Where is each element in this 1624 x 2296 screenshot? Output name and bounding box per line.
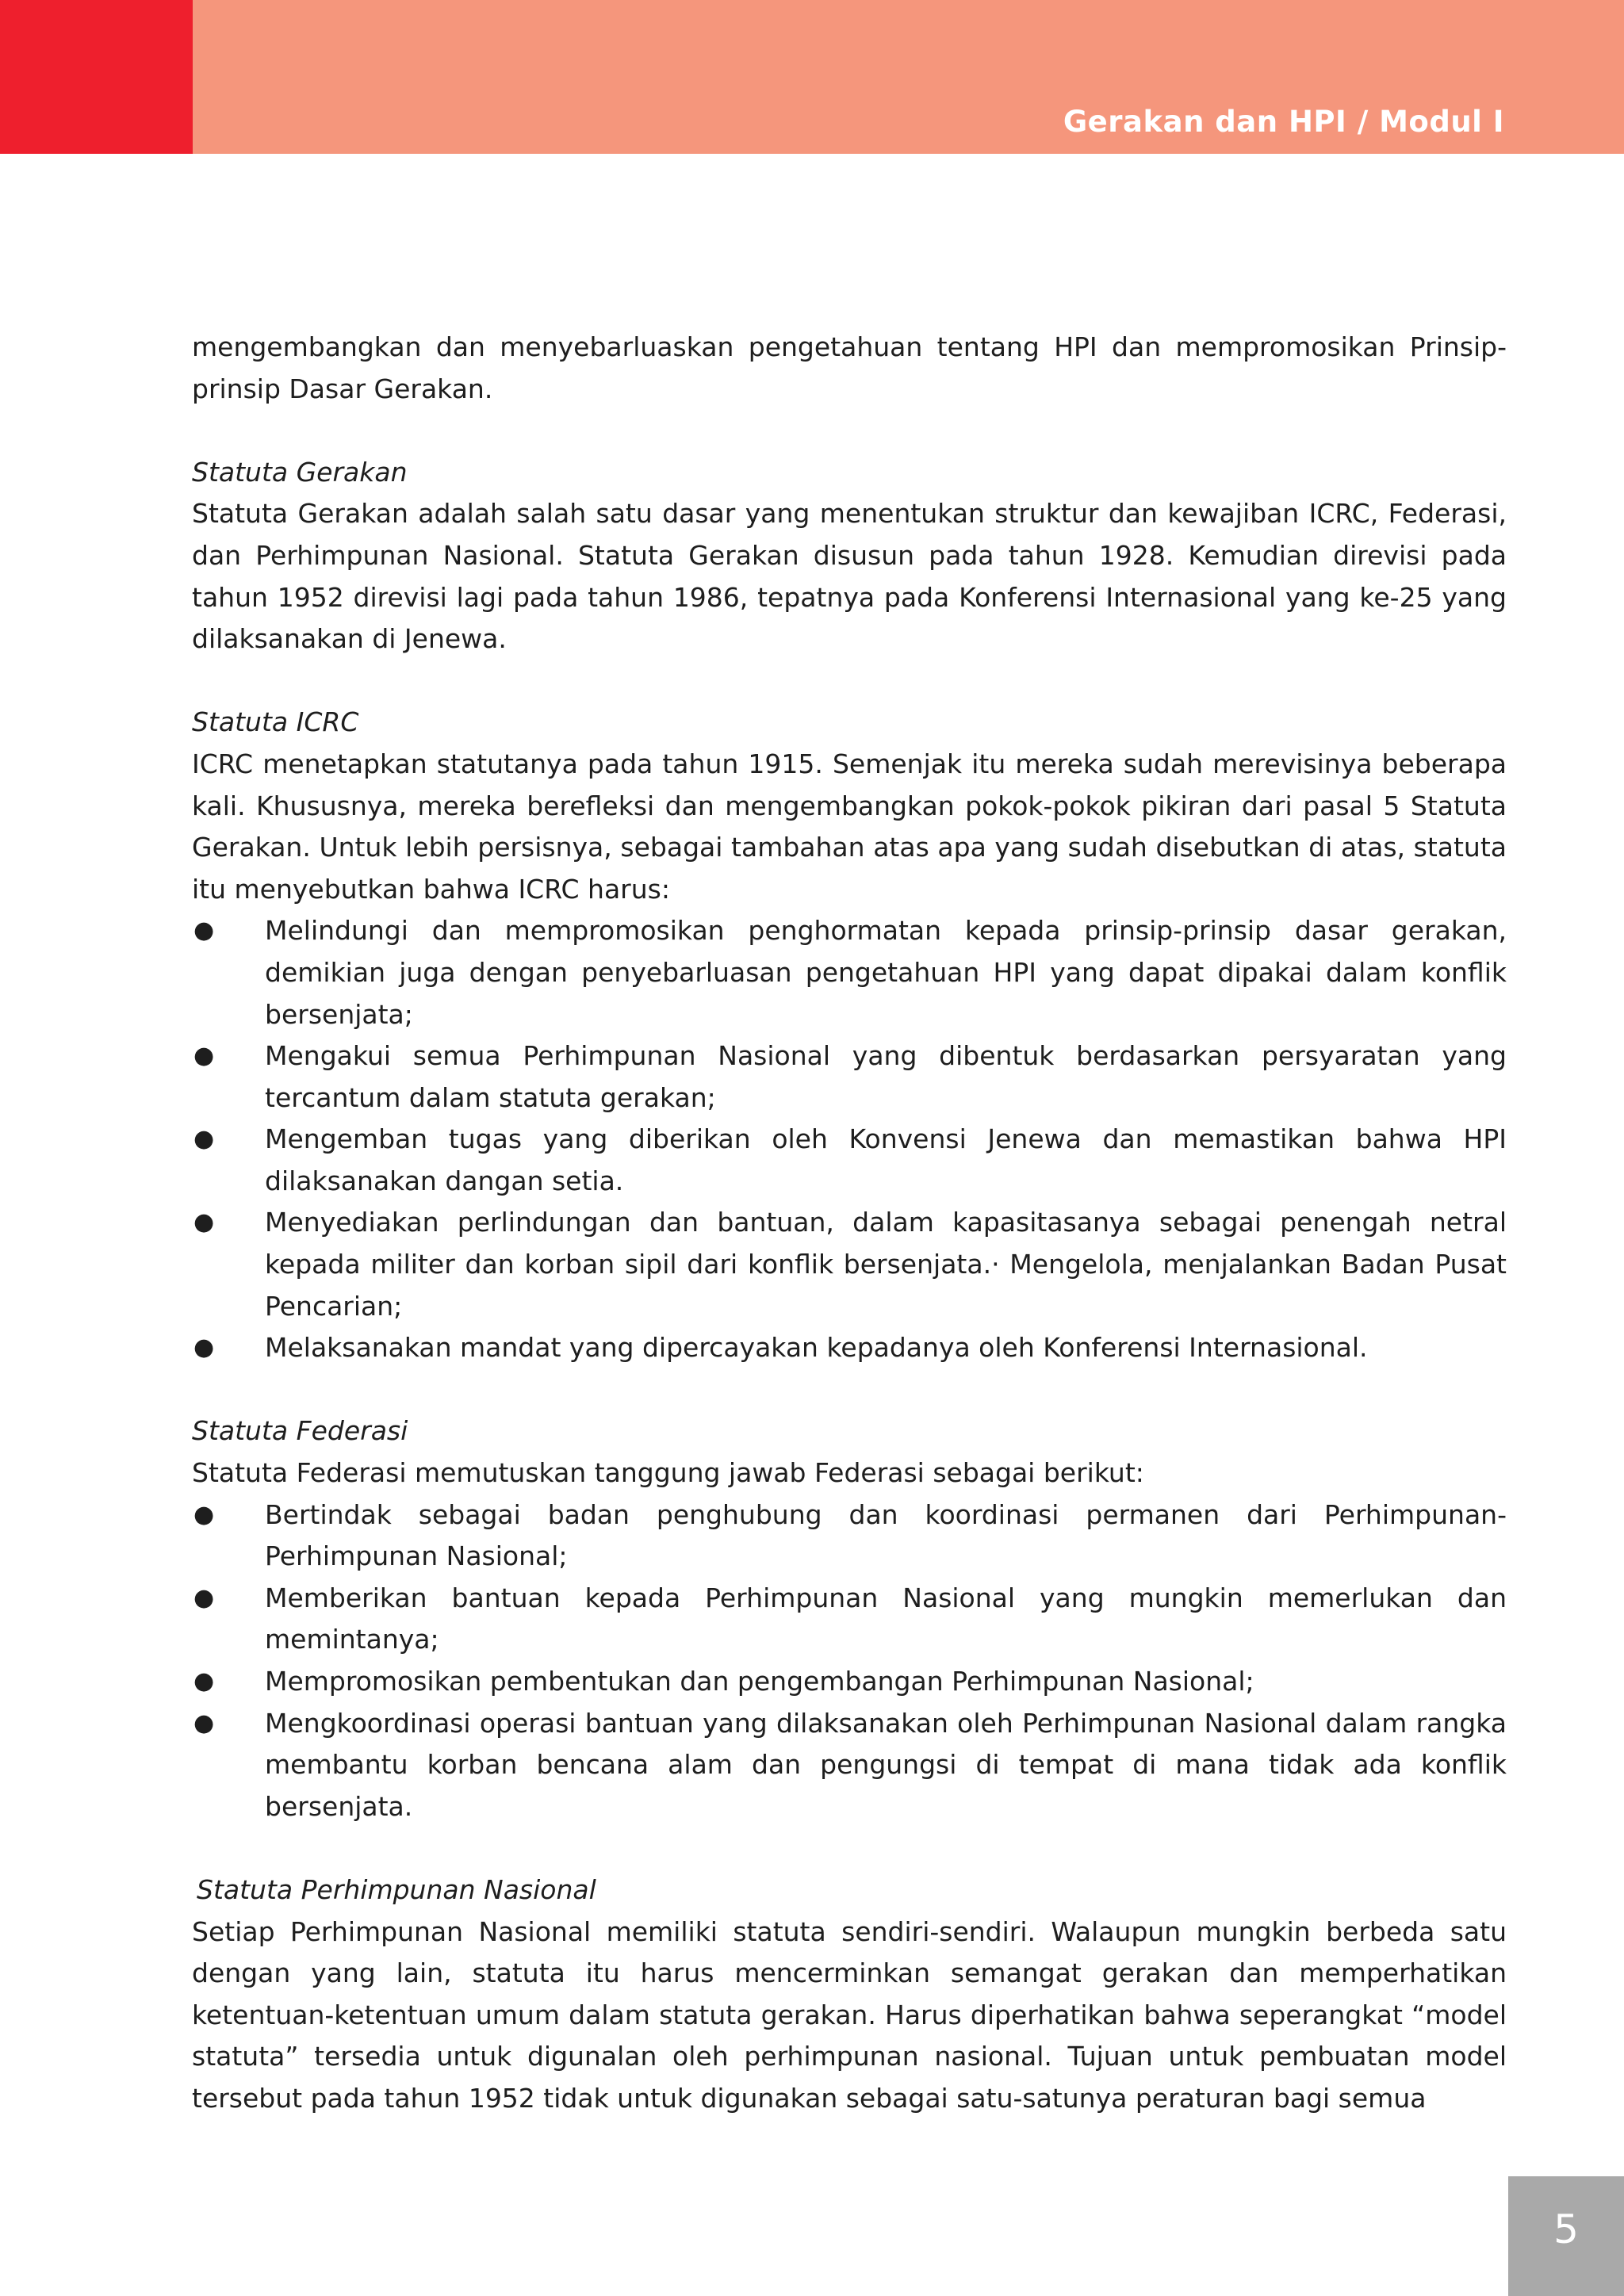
list-item xyxy=(192,1661,1507,1703)
list-item xyxy=(192,1327,1507,1369)
list-item-text: Mengakui semua Perhimpunan Nasional yang dibentuk berdasarkan persyaratan yang tercantum dalam statuta gerakan; xyxy=(265,1040,1507,1113)
header-accent-block xyxy=(0,0,193,154)
list-item-text: Menyediakan perlindungan dan bantuan, dalam kapasitasanya sebagai penengah netral kepada militer dan korban sipil dari konflik bersenjata.· Mengelola, menjalankan Badan Pusat Pencarian; xyxy=(265,1207,1507,1322)
list-item xyxy=(192,1202,1507,1327)
section-heading-gerakan: Statuta Gerakan xyxy=(192,456,408,488)
page-number-box xyxy=(1508,2176,1624,2296)
list-item-text: Melindungi dan mempromosikan penghormatan kepada prinsip-prinsip dasar gerakan, demikian juga dengan penyebarluasan pengetahuan HPI yang dapat dipakai dalam konflik bersenjata; xyxy=(265,915,1507,1030)
bullet-icon: ● xyxy=(193,1208,215,1237)
spacer xyxy=(192,1827,1507,1869)
list-item-text: Melaksanakan mandat yang dipercayakan kepadanya oleh Konferensi Internasional. xyxy=(265,1332,1368,1364)
spacer xyxy=(192,410,1507,452)
bullet-icon: ● xyxy=(193,1583,215,1612)
page-content xyxy=(192,327,1507,2120)
paragraph-gerakan: Statuta Gerakan adalah salah satu dasar yang menentukan struktur dan kewajiban ICRC, Federasi, dan Perhimpunan Nasional. Statuta Gerakan disusun pada tahun 1928. Kemudian direvisi pada tahun 1952 direvisi lagi pada tahun 1986, tepatnya pada Konferensi Internasional yang ke-25 yang dilaksanakan di Jenewa. xyxy=(192,498,1507,655)
bullet-icon: ● xyxy=(193,1709,215,1737)
list-item xyxy=(192,1119,1507,1202)
list-item-text: Mengemban tugas yang diberikan oleh Konvensi Jenewa dan memastikan bahwa HPI dilaksanakan dangan setia. xyxy=(265,1123,1507,1196)
list-item xyxy=(192,1578,1507,1661)
page-number: 5 xyxy=(1553,2206,1579,2252)
paragraph-nasional: Setiap Perhimpunan Nasional memiliki statuta sendiri-sendiri. Walaupun mungkin berbeda satu dengan yang lain, statuta itu harus mencerminkan semangat gerakan dan memperhatikan ketentuan-ketentuan umum dalam statuta gerakan. Harus diperhatikan bahwa seperangkat “model statuta” tersedia untuk digunalan oleh perhimpunan nasional. Tujuan untuk pembuatan model tersebut pada tahun 1952 tidak untuk digunakan sebagai satu-satunya peraturan bagi semua xyxy=(192,1915,1507,2114)
bullet-icon: ● xyxy=(193,1500,215,1529)
running-title: Gerakan dan HPI / Modul I xyxy=(1063,105,1504,139)
section-heading-icrc: Statuta ICRC xyxy=(192,706,359,738)
list-item xyxy=(192,1035,1507,1119)
section-heading-federasi: Statuta Federasi xyxy=(192,1415,408,1447)
paragraph-federasi: Statuta Federasi memutuskan tanggung jawab Federasi sebagai berikut: xyxy=(192,1457,1144,1489)
bullet-icon: ● xyxy=(193,1334,215,1362)
bullet-icon: ● xyxy=(193,1042,215,1070)
list-item-text: Mengkoordinasi operasi bantuan yang dilaksanakan oleh Perhimpunan Nasional dalam rangka membantu korban bencana alam dan pengungsi di tempat di mana tidak ada konflik bersenjata. xyxy=(265,1707,1507,1822)
spacer xyxy=(192,1369,1507,1411)
list-item xyxy=(192,1703,1507,1828)
bullet-icon: ● xyxy=(193,1125,215,1154)
bullet-icon: ● xyxy=(193,916,215,945)
icrc-bullet-list xyxy=(192,910,1507,1369)
list-item-text: Bertindak sebagai badan penghubung dan koordinasi permanen dari Perhimpunan-Perhimpunan Nasional; xyxy=(265,1498,1507,1572)
list-item-text: Mempromosikan pembentukan dan pengembangan Perhimpunan Nasional; xyxy=(265,1666,1254,1697)
intro-paragraph: mengembangkan dan menyebarluaskan pengetahuan tentang HPI dan mempromosikan Prinsip-prinsip Dasar Gerakan. xyxy=(192,331,1507,404)
list-item xyxy=(192,1494,1507,1578)
federasi-bullet-list xyxy=(192,1494,1507,1828)
paragraph-icrc: ICRC menetapkan statutanya pada tahun 1915. Semenjak itu mereka sudah merevisinya beberapa kali. Khususnya, mereka berefleksi dan mengembangkan pokok-pokok pikiran dari pasal 5 Statuta Gerakan. Untuk lebih persisnya, sebagai tambahan atas apa yang sudah disebutkan di atas, statuta itu menyebutkan bahwa ICRC harus: xyxy=(192,748,1507,905)
spacer xyxy=(192,660,1507,702)
section-heading-nasional: Statuta Perhimpunan Nasional xyxy=(197,1873,596,1905)
list-item xyxy=(192,910,1507,1035)
bullet-icon: ● xyxy=(193,1667,215,1695)
list-item-text: Memberikan bantuan kepada Perhimpunan Nasional yang mungkin memerlukan dan memintanya; xyxy=(265,1582,1507,1655)
